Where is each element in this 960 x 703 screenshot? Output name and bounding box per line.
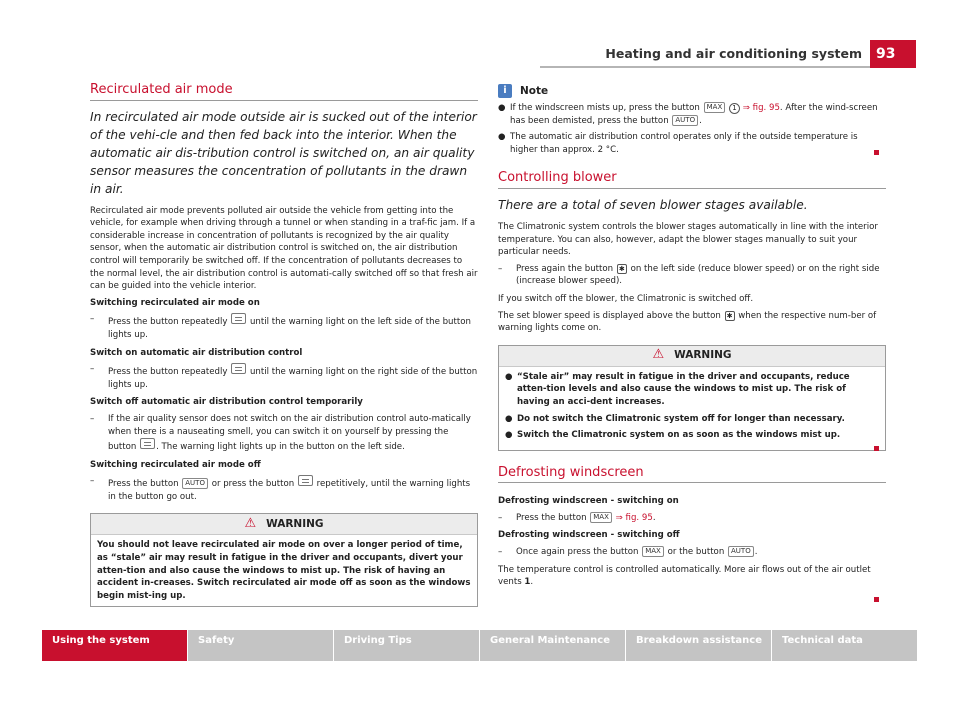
step-auto-on: – Press the button repeatedly until the warning light on the right side of the button lights up.: [90, 364, 478, 390]
step-off: – Press the button AUTO or press the button repetitively, until the warning lights in the button go out.: [90, 476, 471, 502]
footer-tab-bar: [42, 630, 918, 661]
subheading-defrost-on: Defrosting windscreen - switching on: [498, 496, 679, 507]
bullet-marker: ●: [498, 132, 506, 143]
recirculation-button-icon: [298, 475, 313, 486]
section-title-defrost: Defrosting windscreen: [498, 467, 886, 484]
warning-text: You should not leave recirculated air mode on over a longer period of time, as “stale” air may result in fatigue in the driver and occupants, divert your atten-tion and also cause the windows to mist up. The risk of having an accident in-creases. Switch recirculated air mode off as soon as the windows begin mist-ing up.: [97, 540, 471, 601]
tab-using-the-system[interactable]: Using the system: [42, 630, 187, 661]
section-end-marker: [874, 150, 879, 155]
subheading-auto-on: Switch on automatic air distribution control: [90, 347, 303, 358]
warning-item: ● “Stale air” may result in fatigue in the driver and occupants, reduce atten-tion levels and also cause the windows to mist up. The risk of having an acci-dent increases.: [505, 371, 850, 407]
section-end-marker: [874, 597, 879, 602]
subheading-off: Switching recirculated air mode off: [90, 459, 261, 470]
fan-icon: ✱: [725, 311, 735, 321]
note-item: ● If the windscreen mists up, press the button MAX 1 ⇒ fig. 95. After the wind-screen has been demisted, press the button AUTO .: [498, 103, 878, 126]
tab-technical-data[interactable]: Technical data: [772, 630, 917, 661]
step-blower: – Press again the button ✱ on the left side (reduce blower speed) or on the right side (increase blower speed).: [498, 263, 880, 287]
paragraph: The set blower speed is displayed above the button ✱ when the respective num-ber of warning lights come on.: [498, 310, 877, 334]
subheading-on: Switching recirculated air mode on: [90, 297, 260, 308]
dash-marker: –: [90, 364, 95, 375]
step-defrost-on: – Press the button MAX ⇒ fig. 95.: [498, 512, 656, 523]
warning-triangle-icon: ⚠: [652, 347, 665, 363]
callout-number: 1: [729, 103, 740, 114]
recirculation-button-icon: [231, 363, 246, 374]
dash-marker: –: [90, 476, 95, 487]
bullet-marker: ●: [498, 103, 506, 113]
step-defrost-off: – Once again press the button MAX or the button AUTO .: [498, 547, 758, 558]
dash-marker: –: [498, 547, 503, 558]
max-defrost-button-label: MAX: [590, 512, 612, 523]
warning-body: [499, 367, 885, 450]
page-number: 93: [870, 40, 916, 68]
step-auto-off: – If the air quality sensor does not switch on the air distribution control auto-matically when there is a nauseating smell, you can switch it on yourself by pressing the button . The warning light lights up in the button on the left side.: [90, 413, 471, 453]
figure-reference-link[interactable]: ⇒ fig. 95: [742, 103, 780, 113]
header-rule: [540, 66, 910, 68]
lead-paragraph: There are a total of seven blower stages available.: [498, 197, 808, 212]
note-item: ● The automatic air distribution control operates only if the outside temperature is higher than approx. 2 °C.: [498, 132, 858, 155]
intro-paragraph: Recirculated air mode prevents polluted air outside the vehicle from getting into the vehicle, for example when driving through a tunnel or when standing in a traf-fic jam. If a considerable increase in concentration of pollutants is recognized by the air quality sensor, when the automatic air distribution control is switched on, the air distribution control will temporarily be switched off. If the concentration of pollutants decreases to the normal level, the air distribution control is automati-cally switched off so that fresh air can be guided into the vehicle interior.: [90, 205, 478, 292]
figure-reference-link[interactable]: ⇒ fig. 95: [615, 512, 653, 523]
auto-button-label: AUTO: [728, 546, 754, 557]
warning-box-right: [498, 345, 886, 451]
max-defrost-button-label: MAX: [642, 546, 664, 557]
dash-marker: –: [498, 512, 503, 523]
left-column: [90, 84, 478, 607]
section-end-marker: [874, 446, 879, 451]
fan-icon: ✱: [617, 264, 627, 274]
dash-marker: –: [498, 263, 503, 274]
tab-driving-tips[interactable]: Driving Tips: [334, 630, 479, 661]
info-icon: i: [498, 84, 512, 98]
closing-paragraph: The temperature control is controlled automatically. More air flows out of the air outlet vents 1.: [498, 564, 871, 588]
auto-button-label: AUTO: [182, 478, 208, 489]
warning-item: ● Do not switch the Climatronic system off for longer than necessary.: [505, 413, 845, 424]
section-title-blower: Controlling blower: [498, 172, 886, 189]
note-header: i Note: [498, 84, 886, 98]
subheading-defrost-off: Defrosting windscreen - switching off: [498, 530, 680, 541]
tab-safety[interactable]: Safety: [188, 630, 333, 661]
intro-paragraph: The Climatronic system controls the blower stages automatically in line with the interior temperature. You can also, however, adapt the blower stages manually to suit your particular needs.: [498, 221, 878, 258]
paragraph: If you switch off the blower, the Climatronic is switched off.: [498, 293, 754, 304]
right-column: [498, 84, 886, 593]
warning-header: ⚠ WARNING: [499, 346, 885, 367]
warning-box-left: [90, 513, 478, 607]
warning-item: ● Switch the Climatronic system on as soon as the windows mist up.: [505, 430, 841, 441]
dash-marker: –: [90, 413, 95, 424]
bullet-marker: ●: [505, 371, 513, 382]
dash-marker: –: [90, 314, 95, 325]
bullet-marker: ●: [505, 413, 513, 424]
lead-paragraph: In recirculated air mode outside air is sucked out of the interior of the vehi-cle and then fed back into the interior. When the automatic air dis-tribution control is switched on, an air quality sensor measures the concentration of pollutants in the drawn in air.: [90, 109, 477, 196]
step-on: – Press the button repeatedly until the warning light on the left side of the button lights up.: [90, 314, 471, 340]
recirculation-button-icon: [231, 313, 246, 324]
max-defrost-button-label: MAX: [704, 102, 726, 113]
section-title-recirculated: Recirculated air mode: [90, 84, 478, 101]
auto-button-label: AUTO: [672, 115, 698, 126]
subheading-auto-off: Switch off automatic air distribution control temporarily: [90, 397, 363, 408]
warning-header: ⚠ WARNING: [91, 514, 477, 535]
tab-general-maintenance[interactable]: General Maintenance: [480, 630, 625, 661]
vent-number: 1: [524, 577, 531, 588]
recirculation-button-icon: [140, 438, 155, 449]
bullet-marker: ●: [505, 430, 513, 441]
warning-triangle-icon: ⚠: [244, 516, 257, 532]
running-header-title: Heating and air conditioning system: [605, 46, 862, 61]
tab-breakdown-assistance[interactable]: Breakdown assistance: [626, 630, 771, 661]
